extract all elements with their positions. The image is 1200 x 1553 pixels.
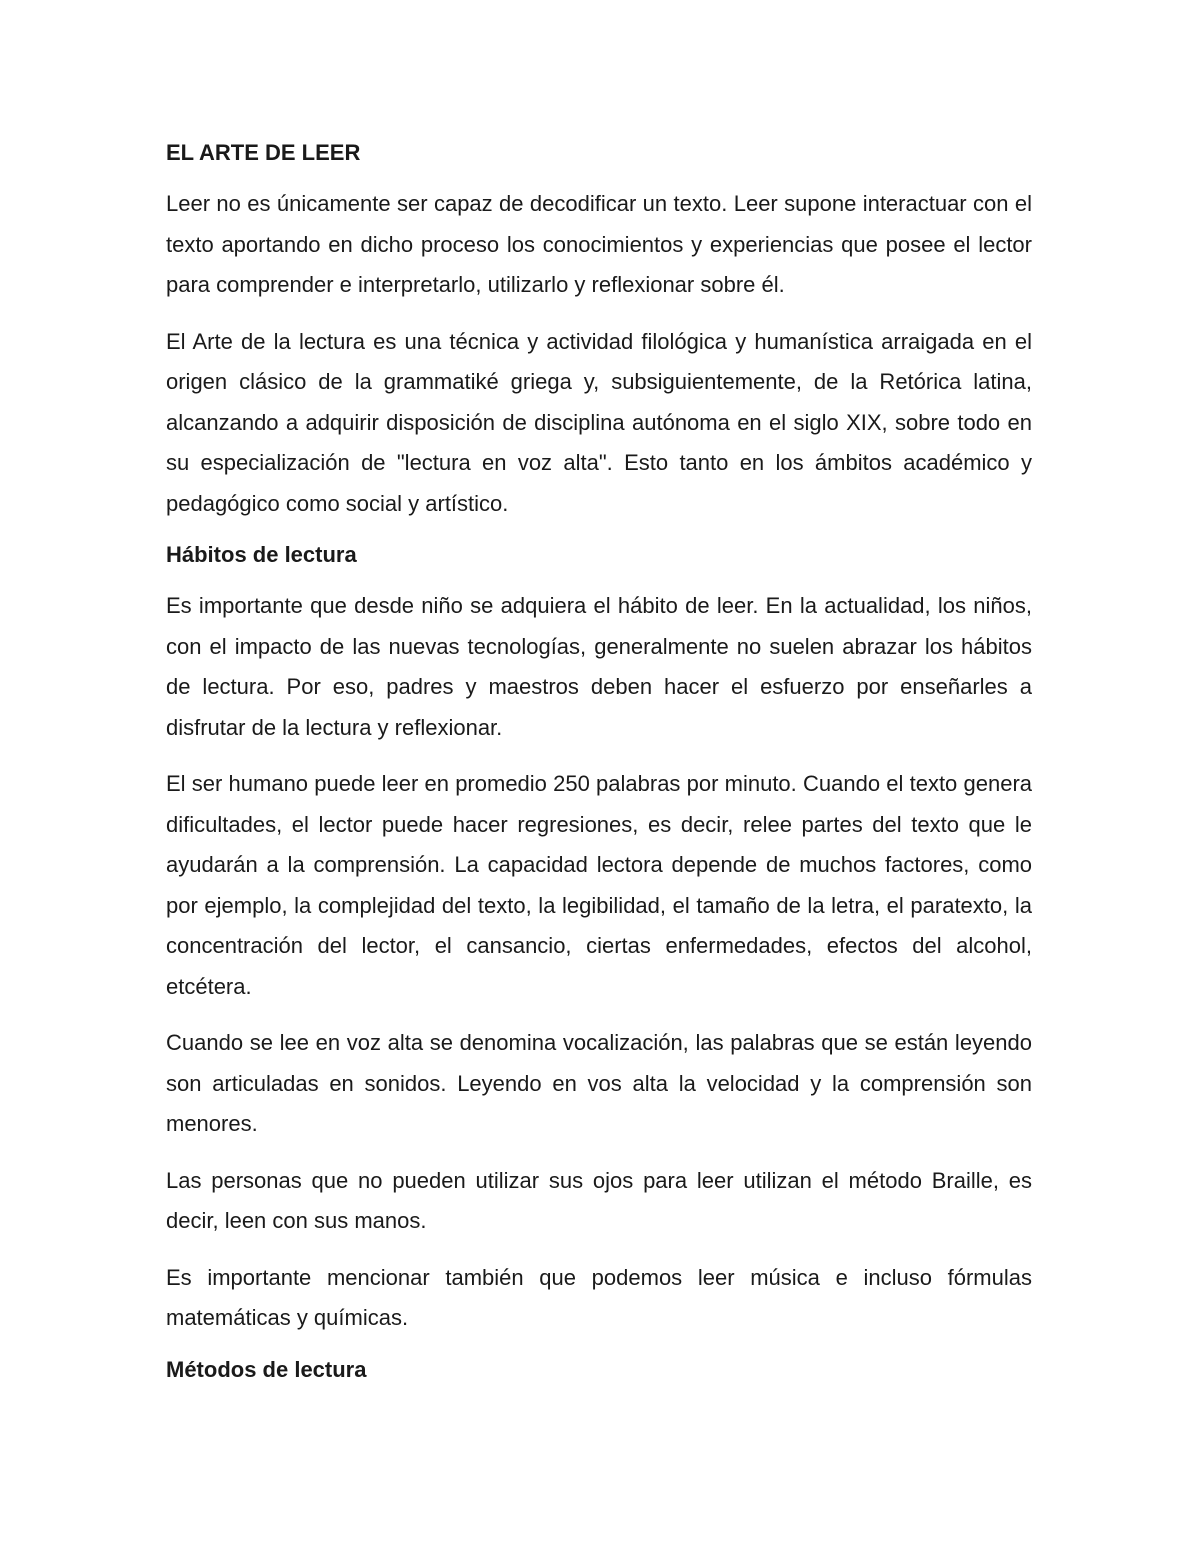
section-heading-habits: Hábitos de lectura [166,542,357,567]
habits-paragraph-5: Es importante mencionar también que podemos leer música e incluso fórmulas matemáticas y químicas. [166,1264,1032,1330]
habits-paragraph-4: Las personas que no pueden utilizar sus ojos para leer utilizan el método Braille, es decir, leen con sus manos. [166,1167,1032,1233]
section-heading-methods: Métodos de lectura [166,1356,367,1382]
document-title: EL ARTE DE LEER [166,140,361,165]
habits-paragraph-2: El ser humano puede leer en promedio 250 palabras por minuto. Cuando el texto genera dificultades, el lector puede hacer regresiones, es decir, relee partes del texto que le ayudarán a la comprensión. La capacidad lectora depende de muchos factores, como por ejemplo, la complejidad del texto, la legibilidad, el tamaño de la letra, el paratexto, la concentración del lector, el cansancio, ciertas enfermedades, efectos del alcohol, etcétera. [166,771,1032,999]
document-page [166,138,1032,1401]
habits-paragraph-1: Es importante que desde niño se adquiera el hábito de leer. En la actualidad, los niños, con el impacto de las nuevas tecnologías, generalmente no suelen abrazar los hábitos de lectura. Por eso, padres y maestros deben hacer el esfuerzo por enseñarles a disfrutar de la lectura y reflexionar. [166,593,1032,740]
habits-paragraph-3: Cuando se lee en voz alta se denomina vocalización, las palabras que se están leyendo son articuladas en sonidos. Leyendo en vos alta la velocidad y la comprensión son menores. [166,1030,1032,1136]
intro-paragraph-2: El Arte de la lectura es una técnica y actividad filológica y humanística arraigada en el origen clásico de la grammatiké griega y, subsiguientemente, de la Retórica latina, alcanzando a adquirir disposición de disciplina autónoma en el siglo XIX, sobre todo en su especialización de "lectura en voz alta". Esto tanto en los ámbitos académico y pedagógico como social y artístico. [166,328,1032,516]
intro-paragraph-1: Leer no es únicamente ser capaz de decodificar un texto. Leer supone interactuar con el texto aportando en dicho proceso los conocimientos y experiencias que posee el lector para comprender e interpretarlo, utilizarlo y reflexionar sobre él. [166,191,1032,297]
